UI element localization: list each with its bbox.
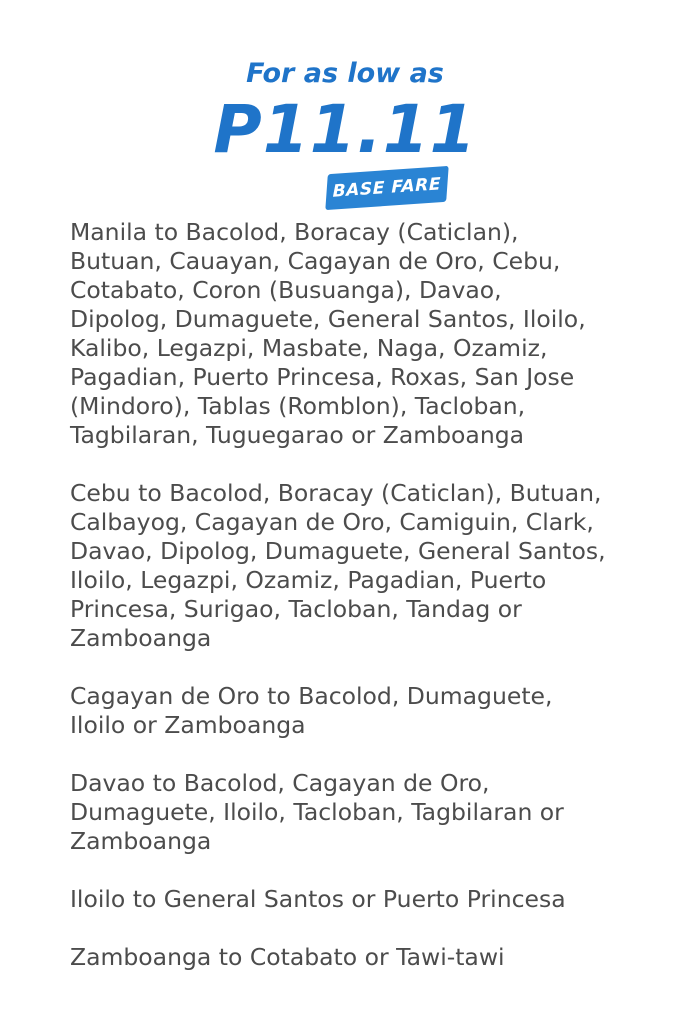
route-zamboanga: Zamboanga to Cotabato or Tawi-tawi bbox=[70, 943, 505, 971]
route-iloilo: Iloilo to General Santos or Puerto Princesa bbox=[70, 885, 566, 913]
promo-tagline: For as low as bbox=[246, 58, 444, 89]
route-cebu: Cebu to Bacolod, Boracay (Caticlan), Butuan, Calbayog, Cagayan de Oro, Camiguin, Clark, Davao, Dipolog, Dumaguete, General Santos, Iloilo, Legazpi, Ozamiz, Pagadian, Puerto Princesa, Surigao, Tacloban, Tandag or Zamboanga bbox=[70, 479, 606, 652]
base-fare-badge-label: BASE FARE bbox=[332, 174, 442, 202]
route-cagayan-de-oro: Cagayan de Oro to Bacolod, Dumaguete, Iloilo or Zamboanga bbox=[70, 682, 553, 739]
promo-price: P11.11 bbox=[213, 91, 477, 168]
route-davao: Davao to Bacolod, Cagayan de Oro, Dumaguete, Iloilo, Tacloban, Tagbilaran or Zamboanga bbox=[70, 769, 564, 855]
promo-header bbox=[0, 0, 690, 220]
route-list bbox=[70, 218, 630, 1001]
base-fare-badge bbox=[325, 166, 448, 210]
route-manila: Manila to Bacolod, Boracay (Caticlan), Butuan, Cauayan, Cagayan de Oro, Cebu, Cotabato, Coron (Busuanga), Davao, Dipolog, Dumaguete, General Santos, Iloilo, Kalibo, Legazpi, Masbate, Naga, Ozamiz, Pagadian, Puerto Princesa, Roxas, San Jose (Mindoro), Tablas (Romblon), Tacloban, Tagbilaran, Tuguegarao or Zamboanga bbox=[70, 218, 586, 449]
